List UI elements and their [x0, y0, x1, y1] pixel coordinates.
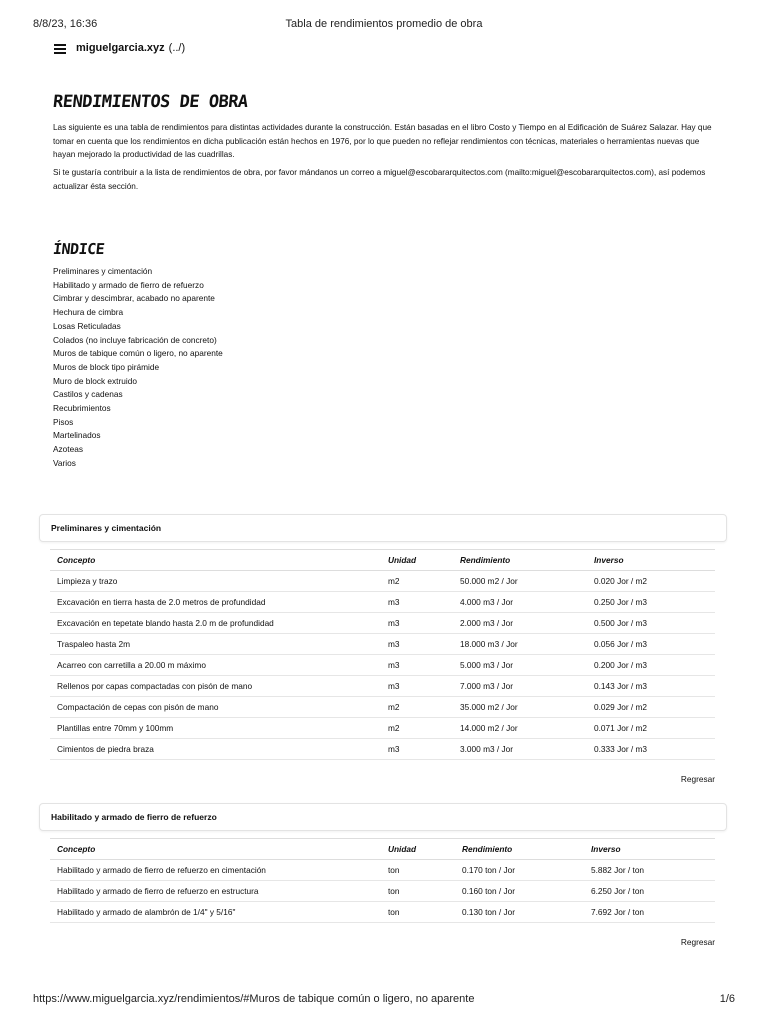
index-link[interactable]: Cimbrar y descimbrar, acabado no aparente	[53, 293, 215, 304]
table-row	[50, 676, 715, 697]
yield-cell: 2.000 m3 / Jor	[453, 613, 587, 634]
navbar	[54, 42, 185, 54]
index-link[interactable]: Preliminares y cimentación	[53, 266, 153, 276]
table-row	[50, 655, 715, 676]
column-header: Rendimiento	[455, 839, 584, 860]
unit-cell: ton	[381, 902, 455, 923]
yield-cell: 18.000 m3 / Jor	[453, 634, 587, 655]
section-header: Preliminares y cimentación	[39, 514, 727, 542]
inverse-cell: 0.056 Jor / m3	[587, 634, 715, 655]
yield-cell: 4.000 m3 / Jor	[453, 592, 587, 613]
index-link[interactable]: Losas Reticuladas	[53, 320, 121, 331]
yield-cell: 14.000 m2 / Jor	[453, 718, 587, 739]
concept-cell: Traspaleo hasta 2m	[50, 634, 381, 655]
column-header: Concepto	[50, 839, 381, 860]
unit-cell: ton	[381, 860, 455, 881]
table-row	[50, 697, 715, 718]
concept-cell: Limpieza y trazo	[50, 571, 381, 592]
index-link[interactable]: Azoteas	[53, 444, 83, 455]
concept-cell: Habilitado y armado de fierro de refuerzo en cimentación	[50, 860, 381, 881]
concept-cell: Habilitado y armado de fierro de refuerzo en estructura	[50, 881, 381, 902]
unit-cell: m3	[381, 634, 453, 655]
inverse-cell: 0.071 Jor / m2	[587, 718, 715, 739]
index-link[interactable]: Martelinados	[53, 430, 101, 441]
intro-paragraph-1: Las siguiente es una tabla de rendimientos para distintas actividades durante la construcción. Están basadas en el libro Costo y Tiempo en al Edificación de Suárez Salazar. Hay que tomar en cuenta que los rendimientos en dicha publicación están hechos en 1976, por lo que pueden no reflejar rendimientos con técnicas, materiales o herramientas nuevas que hayan mejorado la productividad de las cuadrillas.	[53, 123, 712, 160]
inverse-cell: 6.250 Jor / ton	[584, 881, 715, 902]
page-number: 1/6	[719, 993, 735, 1005]
concept-cell: Excavación en tierra hasta de 2.0 metros de profundidad	[50, 592, 381, 613]
yield-cell: 7.000 m3 / Jor	[453, 676, 587, 697]
inverse-cell: 0.200 Jor / m3	[587, 655, 715, 676]
unit-cell: m2	[381, 571, 453, 592]
index-link[interactable]: Muros de tabique común o ligero, no aparente	[53, 348, 223, 359]
yield-cell: 3.000 m3 / Jor	[453, 739, 587, 760]
section-header: Habilitado y armado de fierro de refuerzo	[39, 803, 727, 831]
inverse-cell: 5.882 Jor / ton	[584, 860, 715, 881]
inverse-cell: 7.692 Jor / ton	[584, 902, 715, 923]
unit-cell: m3	[381, 676, 453, 697]
index-link[interactable]: Pisos	[53, 416, 74, 427]
concept-cell: Acarreo con carretilla a 20.00 m máximo	[50, 655, 381, 676]
index-link[interactable]: Muros de block tipo pirámide	[53, 361, 160, 372]
print-doc-title: Tabla de rendimientos promedio de obra	[285, 18, 483, 30]
table-row	[50, 718, 715, 739]
table-row	[50, 592, 715, 613]
index-list	[53, 265, 223, 471]
unit-cell: m3	[381, 739, 453, 760]
back-to-top-link[interactable]: Regresar	[680, 774, 715, 784]
unit-cell: m3	[381, 655, 453, 676]
unit-cell: m3	[381, 592, 453, 613]
table-row	[50, 571, 715, 592]
index-link[interactable]: Varios	[53, 457, 76, 468]
inverse-cell: 0.250 Jor / m3	[587, 592, 715, 613]
inverse-cell: 0.500 Jor / m3	[587, 613, 715, 634]
yield-cell: 0.160 ton / Jor	[455, 881, 584, 902]
index-link[interactable]: Habilitado y armado de fierro de refuerzo	[53, 279, 204, 290]
table-row	[50, 881, 715, 902]
index-link[interactable]: Hechura de cimbra	[53, 307, 124, 318]
site-link[interactable]: miguelgarcia.xyz	[76, 42, 165, 54]
yield-cell: 0.170 ton / Jor	[455, 860, 584, 881]
unit-cell: ton	[381, 881, 455, 902]
concept-cell: Cimientos de piedra braza	[50, 739, 381, 760]
table-row	[50, 613, 715, 634]
print-datetime: 8/8/23, 16:36	[33, 18, 98, 30]
table-header-row	[50, 550, 715, 571]
table-row	[50, 860, 715, 881]
concept-cell: Habilitado y armado de alambrón de 1/4" y 5/16"	[50, 902, 381, 923]
table-row	[50, 739, 715, 760]
inverse-cell: 0.029 Jor / m2	[587, 697, 715, 718]
hamburger-menu-icon[interactable]	[54, 44, 66, 53]
intro-paragraph-2: Si te gustaría contribuir a la lista de rendimientos de obra, por favor mándanos un correo a miguel@escobararquitectos.com (mailto:miguel@escobararquitectos.com), así podemos actualizar ésta sección.	[53, 168, 706, 191]
yield-cell: 50.000 m2 / Jor	[453, 571, 587, 592]
unit-cell: m2	[381, 718, 453, 739]
column-header: Inverso	[584, 839, 715, 860]
unit-cell: m3	[381, 613, 453, 634]
column-header: Concepto	[50, 550, 381, 571]
index-link[interactable]: Castilos y cadenas	[53, 389, 123, 400]
inverse-cell: 0.333 Jor / m3	[587, 739, 715, 760]
inverse-cell: 0.143 Jor / m3	[587, 676, 715, 697]
index-link[interactable]: Recubrimientos	[53, 403, 111, 414]
yield-cell: 35.000 m2 / Jor	[453, 697, 587, 718]
index-link[interactable]: Colados (no incluye fabricación de concreto)	[53, 334, 217, 345]
concept-cell: Rellenos por capas compactadas con pisón de mano	[50, 676, 381, 697]
table-row	[50, 634, 715, 655]
column-header: Unidad	[381, 839, 455, 860]
concept-cell: Plantillas entre 70mm y 100mm	[50, 718, 381, 739]
inverse-cell: 0.020 Jor / m2	[587, 571, 715, 592]
column-header: Unidad	[381, 550, 453, 571]
yield-table	[50, 549, 715, 760]
table-header-row	[50, 839, 715, 860]
yield-table	[50, 838, 715, 923]
yield-cell: 5.000 m3 / Jor	[453, 655, 587, 676]
index-link[interactable]: Muro de block extruido	[53, 375, 137, 386]
yield-cell: 0.130 ton / Jor	[455, 902, 584, 923]
back-to-top-link[interactable]: Regresar	[680, 937, 715, 947]
page-title: RENDIMIENTOS DE OBRA	[51, 92, 249, 112]
column-header: Inverso	[587, 550, 715, 571]
parent-dir-link[interactable]: (../)	[168, 42, 186, 54]
print-url: https://www.miguelgarcia.xyz/rendimientos/#Muros de tabique común o ligero, no aparente	[33, 993, 475, 1005]
concept-cell: Excavación en tepetate blando hasta 2.0 m de profundidad	[50, 613, 381, 634]
column-header: Rendimiento	[453, 550, 587, 571]
concept-cell: Compactación de cepas con pisón de mano	[50, 697, 381, 718]
index-title: ÍNDICE	[52, 240, 106, 258]
table-row	[50, 902, 715, 923]
unit-cell: m2	[381, 697, 453, 718]
